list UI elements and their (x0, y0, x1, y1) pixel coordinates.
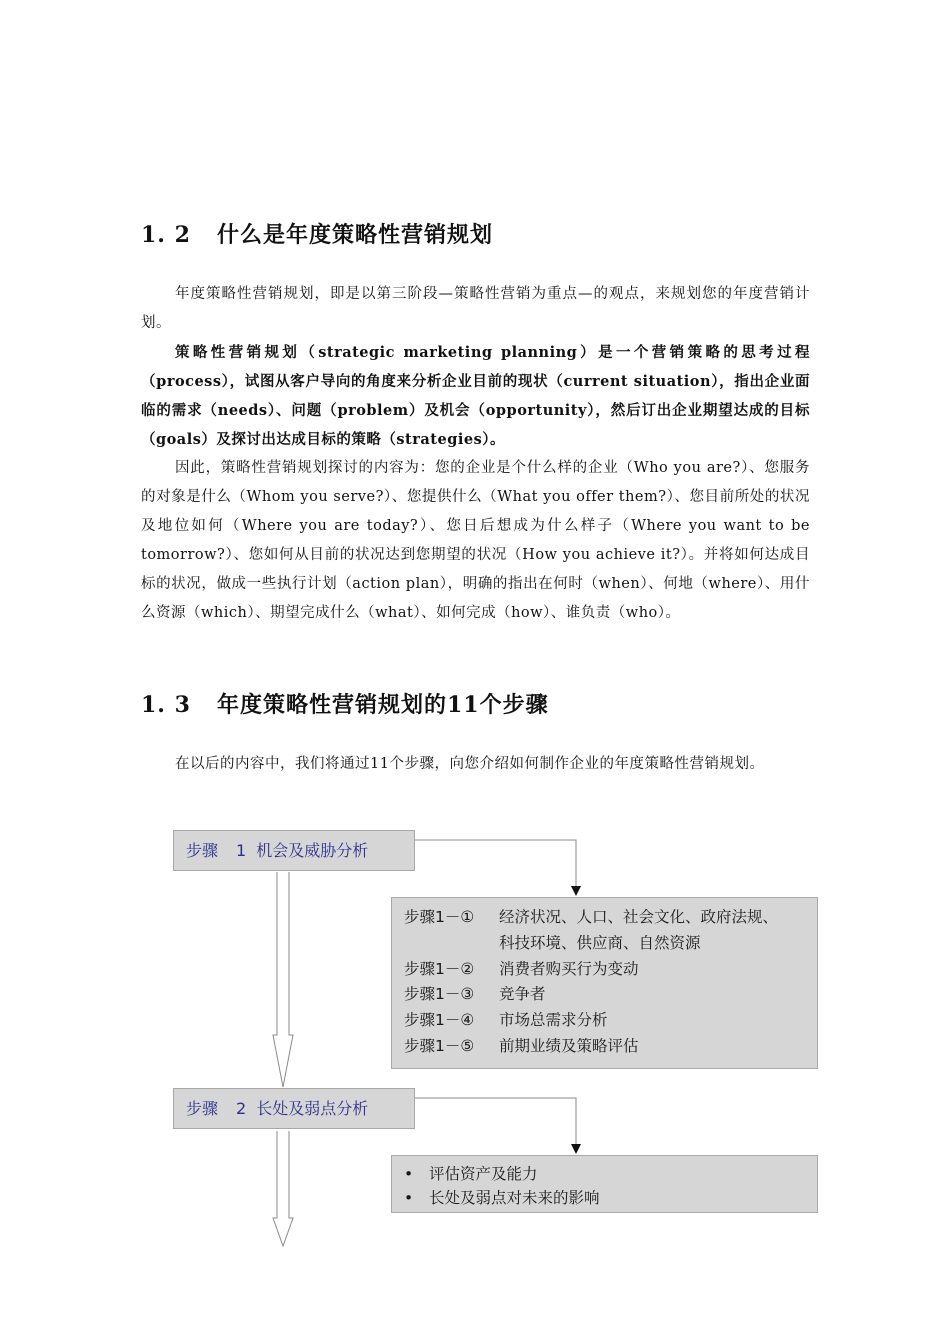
step-2-box (173, 1088, 415, 1129)
arrowhead-icon (571, 1144, 581, 1154)
section-1-2-heading (141, 218, 493, 249)
step-2-detail-box (391, 1155, 818, 1213)
section-title: 什么是年度策略性营销规划 (217, 222, 494, 248)
bullet-item (392, 1186, 817, 1210)
step-label: 步骤 (186, 841, 219, 860)
section-title: 年度策略性营销规划的11个步骤 (217, 692, 549, 718)
detail-text: 科技环境、供应商、自然资源 (499, 933, 701, 952)
bullet-icon: • (404, 1189, 414, 1207)
step-number: 2 (236, 1099, 247, 1118)
step-title: 长处及弱点分析 (256, 1099, 369, 1118)
detail-item (392, 1008, 817, 1034)
section-number: 1. 3 (141, 692, 191, 718)
section-1-3-heading (141, 688, 549, 719)
bullet-text: 长处及弱点对未来的影响 (429, 1189, 600, 1207)
step-1-detail-box (391, 897, 818, 1069)
step-label: 步骤 (186, 1099, 219, 1118)
arrowhead-icon (571, 886, 581, 896)
detail-item (392, 1034, 817, 1060)
step-1-box (173, 830, 415, 871)
paragraph-strategic-planning: 策略性营销规划（strategic marketing planning）是一个营销策略的思考过程（process），试图从客户导向的角度来分析企业目前的现状（current situation），指出企业面临的需求（needs）、问题（problem）及机会（opportunity），然后订出企业期望达成的目标（goals）及探讨出达成目标的策略（strategies）。 (141, 344, 810, 448)
detail-tag: 步骤1－⑤ (404, 1036, 475, 1055)
detail-text: 经济状况、人口、社会文化、政府法规、 (499, 908, 779, 926)
bullet-icon: • (404, 1165, 414, 1183)
bullet-text: 评估资产及能力 (429, 1165, 538, 1183)
section-number: 1. 2 (141, 222, 191, 248)
detail-tag: 步骤1－② (404, 959, 475, 978)
paragraph-definition: 年度策略性营销规划，即是以第三阶段—策略性营销为重点—的观点，来规划您的年度营销计划。 (141, 286, 810, 331)
detail-item-continuation (392, 931, 817, 957)
detail-item (392, 957, 817, 983)
detail-item (392, 982, 817, 1008)
detail-tag: 步骤1－① (404, 908, 475, 926)
step-number: 1 (236, 841, 247, 860)
detail-text: 前期业绩及策略评估 (499, 1036, 639, 1055)
detail-text: 消费者购买行为变动 (499, 959, 639, 978)
detail-text: 市场总需求分析 (499, 1011, 608, 1030)
bullet-item (392, 1162, 817, 1186)
step-title: 机会及威胁分析 (256, 841, 369, 860)
paragraph-content-questions: 因此，策略性营销规划探讨的内容为：您的企业是个什么样的企业（Who you are?）、您服务的对象是什么（Whom you serve?）、您提供什么（What you offer them?）、您目前所处的状况及地位如何（Where you are today?）、您日后想成为什么样子（Where you want to be tomorrow?）、您如何从目前的状况达到您期望的状况（How you achieve it?）。并将如何达成目标的状况，做成一些执行计划（action plan），明确的指出在何时（when）、何地（where）、用什么资源（which）、期望完成什么（what）、如何完成（how）、谁负责（who）。 (141, 460, 810, 621)
detail-item (392, 905, 817, 931)
paragraph-intro: 在以后的内容中，我们将通过11个步骤，向您介绍如何制作企业的年度策略性营销规划。 (175, 756, 765, 772)
detail-tag: 步骤1－④ (404, 1011, 475, 1030)
detail-tag: 步骤1－③ (404, 985, 475, 1004)
detail-text: 竞争者 (499, 985, 546, 1004)
